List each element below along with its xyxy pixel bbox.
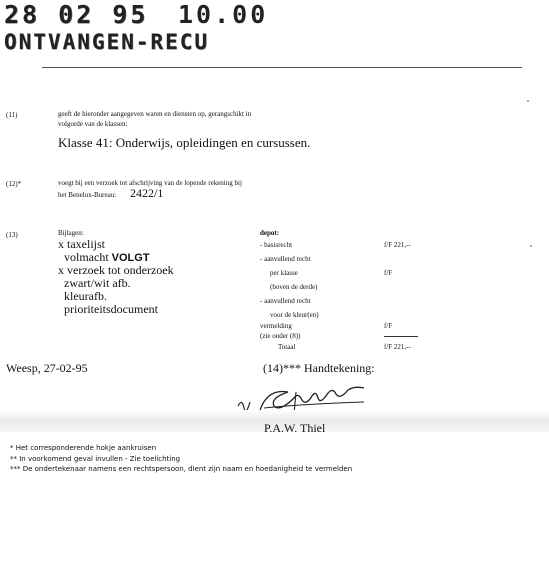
footnote: ** In voorkomend geval invullen - Zie toelichting	[10, 455, 181, 463]
depot-line-amount: f/F	[384, 322, 393, 330]
section-number-11: (11)	[6, 111, 18, 119]
depot-line-label: - aanvullend recht	[260, 255, 311, 263]
attachments-label: Bijlagen:	[58, 229, 84, 237]
class-description: Klasse 41: Onderwijs, opleidingen en cursussen.	[58, 135, 311, 150]
depot-line-label: - basisrecht	[260, 241, 293, 249]
stamp-received: ONTVANGEN-RECU	[4, 30, 210, 54]
attachment-check: x	[58, 237, 64, 251]
attachment-text: zwart/wit afb.	[64, 276, 131, 290]
section-number-13: (13)	[6, 231, 18, 239]
depot-line-amount: f/F	[384, 269, 393, 277]
attachment-text: kleurafb.	[64, 289, 107, 303]
footnote: *** De ondertekenaar namens een rechtspersoon, dient zijn naam en hoedanigheid te vermelden	[10, 465, 353, 473]
footnote: * Het corresponderende hokje aankruisen	[10, 444, 157, 452]
attachment-check: x	[58, 263, 64, 277]
attachment-text: volmacht	[64, 250, 109, 264]
stamp-date: 28 02 95	[4, 0, 149, 29]
attachment-text: prioriteitsdocument	[64, 302, 158, 316]
depot-line-amount: f/F 221,--	[384, 241, 411, 249]
speck	[530, 245, 532, 247]
depot-line-label: vermelding	[260, 322, 292, 330]
attachment-item	[64, 277, 131, 289]
depot-line-label: (boven de derde)	[270, 283, 318, 291]
depot-line-label: voor de kleur(en)	[270, 311, 319, 319]
total-rule	[384, 336, 418, 337]
top-rule	[42, 67, 522, 68]
section-number-12: (12)*	[6, 180, 22, 188]
attachment-item	[58, 238, 105, 250]
speck	[527, 100, 529, 102]
attachment-item	[64, 290, 107, 302]
place-date: Weesp, 27-02-95	[6, 361, 88, 375]
section-12-instruction-2: het Benelux-Bureau:	[58, 191, 117, 199]
attachment-item	[64, 303, 158, 315]
signature-label: (14)*** Handtekening:	[263, 361, 375, 375]
section-11-instruction-2: volgorde van de klassen:	[58, 120, 128, 128]
depot-total-label: Totaal	[278, 343, 296, 351]
account-number: 2422/1	[130, 186, 164, 200]
section-12-instruction-1: voegt bij een verzoek tot afschrijving van de lopende rekening bij	[58, 179, 242, 187]
depot-line-label: - aanvullend recht	[260, 297, 311, 305]
attachment-item	[58, 264, 174, 276]
depot-line-label: per klasse	[270, 269, 298, 277]
depot-line-label: (zie onder (8))	[260, 332, 301, 340]
signer-name: P.A.W. Thiel	[264, 421, 326, 435]
depot-title: depot:	[260, 229, 280, 237]
section-11-instruction-1: geeft de hieronder aangegeven waren en diensten op, gerangschikt in	[58, 110, 252, 118]
stamp-time: 10.00	[178, 0, 269, 29]
attachment-text: verzoek tot onderzoek	[67, 263, 174, 277]
attachment-text: taxelijst	[67, 237, 105, 251]
depot-total-amount: f/F 221,--	[384, 343, 411, 351]
attachment-status: VOLGT	[111, 252, 150, 264]
